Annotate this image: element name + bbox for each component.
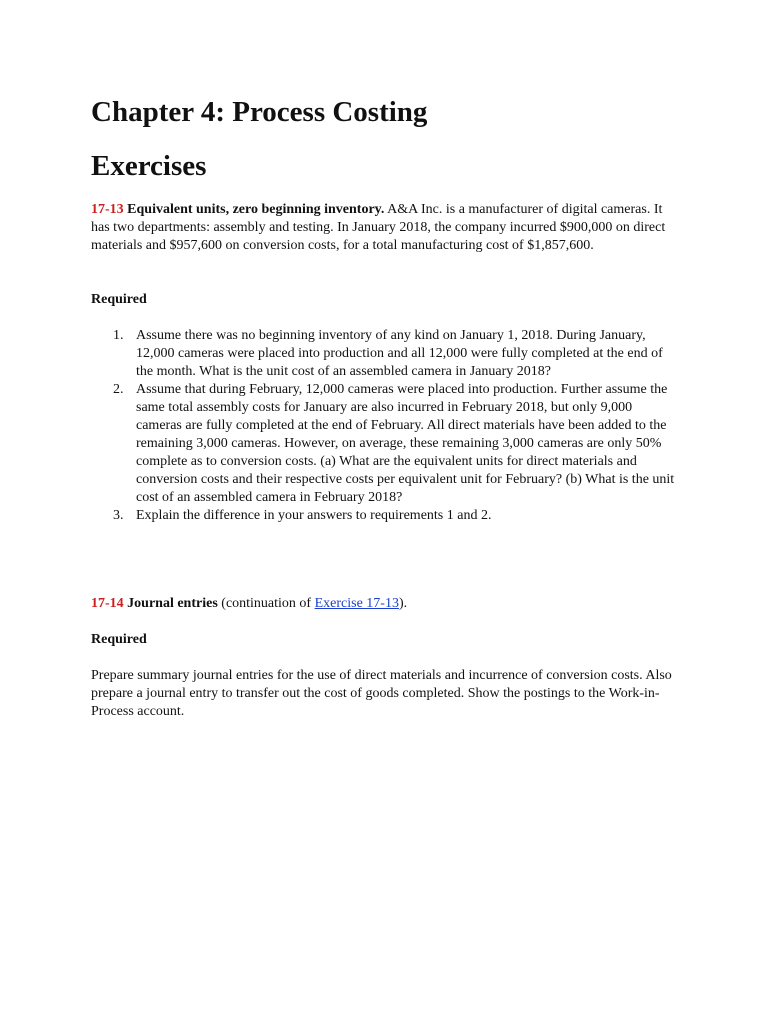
list-number: 2. xyxy=(113,382,124,397)
exercise-link[interactable]: Exercise 17-13 xyxy=(314,596,399,611)
section-title: Exercises xyxy=(91,150,207,182)
list-item xyxy=(91,507,681,525)
exercise-number: 17-13 xyxy=(91,202,124,217)
list-item-text: Explain the difference in your answers to requirements 1 and 2. xyxy=(136,508,492,523)
exercise-17-14-body: Prepare summary journal entries for the use of direct materials and incurrence of conversion costs. Also prepare a journal entry to transfer out the cost of goods completed. Show the postings to the Work-in-Process account. xyxy=(91,668,672,719)
list-number: 3. xyxy=(113,508,124,523)
exercise-text-end: ). xyxy=(398,596,408,611)
exercise-text: A&A Inc. is a manufacturer of digital cameras. It has two departments: assembly and testing. In January 2018, the company incurred $900,000 on direct materials and $957,600 on conversion costs, for a total manufacturing cost of $1,857,600. xyxy=(91,202,666,253)
exercise-17-14-intro xyxy=(91,595,681,613)
exercise-17-13-intro xyxy=(91,201,681,255)
required-heading: Required xyxy=(91,292,147,307)
list-item-text: Assume that during February, 12,000 cameras were placed into production. Further assume the same total assembly costs for January are also incurred in February 2018, but only 9,000 cameras are fully completed at the end of February. All direct materials have been added to the remaining 3,000 cameras. However, on average, these remaining 3,000 cameras are only 50% complete as to conversion costs. (a) What are the equivalent units for direct materials and conversion costs and their respective costs per equivalent unit for February? (b) What is the unit cost of an assembled camera in February 2018? xyxy=(136,382,675,505)
exercise-title: Equivalent units, zero beginning inventory. xyxy=(127,202,385,217)
requirements-list xyxy=(91,327,681,525)
exercise-title: Journal entries xyxy=(127,596,218,611)
required-heading: Required xyxy=(91,632,147,647)
chapter-title: Chapter 4: Process Costing xyxy=(91,96,428,128)
exercise-text: (continuation of xyxy=(221,596,312,611)
list-item xyxy=(91,381,681,507)
list-item-text: Assume there was no beginning inventory of any kind on January 1, 2018. During January, 12,000 cameras were placed into production and all 12,000 were fully completed at the end of the month. What is the unit cost of an assembled camera in January 2018? xyxy=(136,328,663,379)
exercise-number: 17-14 xyxy=(91,596,124,611)
list-number: 1. xyxy=(113,328,124,343)
list-item xyxy=(91,327,681,381)
